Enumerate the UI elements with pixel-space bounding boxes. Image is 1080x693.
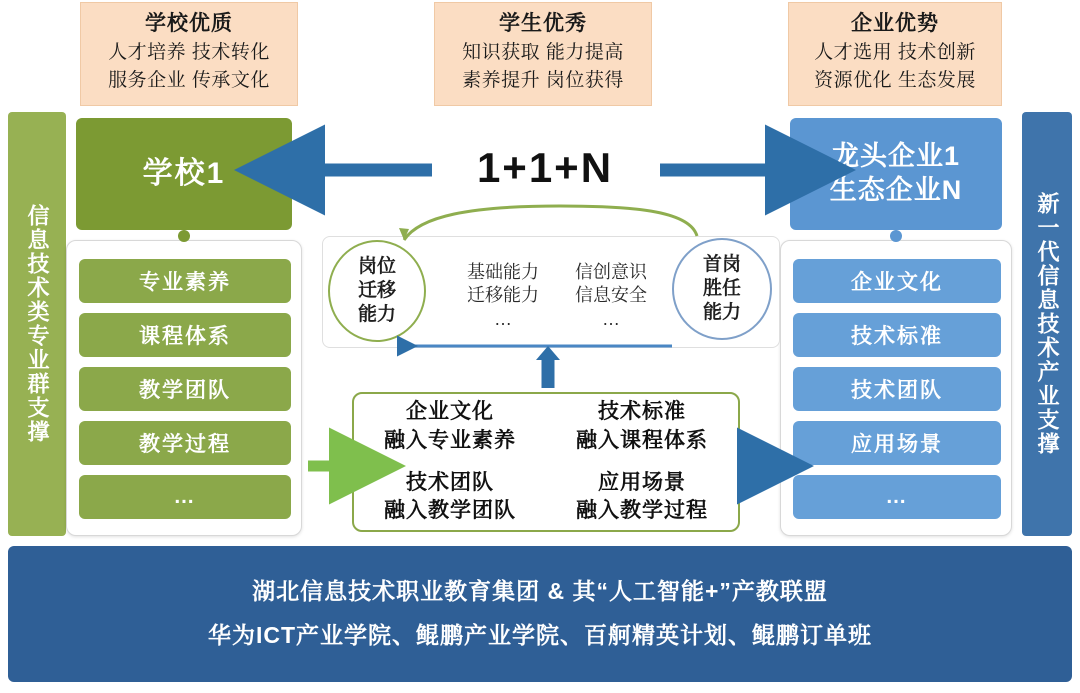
capability-security-group <box>559 261 663 331</box>
capability-right-oval: 首岗 胜任 能力 <box>672 238 772 340</box>
enterprise-item-2[interactable]: 技术团队 <box>793 367 1001 411</box>
fusion-item-2: 技术团队 融入教学团队 <box>384 471 516 523</box>
capability-basic-0: 基础能力 <box>467 262 539 282</box>
top-card-student-title: 学生优秀 <box>499 12 587 35</box>
right-support-bar: 新一代信息技术产业支撑 <box>1022 112 1072 536</box>
school-header: 学校1 <box>76 118 292 230</box>
enterprise-header <box>790 118 1002 230</box>
capability-basic-group <box>451 261 555 331</box>
banner-line-2: 华为ICT产业学院、鲲鹏产业学院、百舸精英计划、鲲鹏订单班 <box>207 622 873 648</box>
fusion-item-1: 技术标准 融入课程体系 <box>576 400 708 452</box>
school-item-0[interactable]: 专业素养 <box>79 259 291 303</box>
capability-basic-2: … <box>494 308 512 329</box>
arrow-capability-top <box>404 206 697 240</box>
banner-line-1: 湖北信息技术职业教育集团 & 其“人工智能+”产教联盟 <box>252 578 828 605</box>
capability-security-0: 信创意识 <box>575 262 647 282</box>
enterprise-item-1[interactable]: 技术标准 <box>793 313 1001 357</box>
enterprise-item-0[interactable]: 企业文化 <box>793 259 1001 303</box>
capability-security-1: 信息安全 <box>575 285 647 306</box>
bottom-banner <box>8 546 1072 682</box>
fusion-item-3: 应用场景 融入教学过程 <box>576 471 708 523</box>
top-card-enterprise-line-1: 人才选用 技术创新 <box>814 42 976 64</box>
school-item-1[interactable]: 课程体系 <box>79 313 291 357</box>
fusion-item-0: 企业文化 融入专业素养 <box>384 400 516 452</box>
top-card-student-line-2: 素养提升 岗位获得 <box>462 69 624 91</box>
top-card-school-line-1: 人才培养 技术转化 <box>108 42 270 64</box>
school-item-4[interactable]: … <box>79 475 291 519</box>
top-card-student-line-1: 知识获取 能力提高 <box>462 42 624 64</box>
arrow-fusion-up-head <box>536 346 560 360</box>
capability-basic-1: 迁移能力 <box>467 285 539 306</box>
capability-left-oval: 岗位 迁移 能力 <box>328 240 426 342</box>
top-card-school-line-2: 服务企业 传承文化 <box>108 69 270 91</box>
top-card-school <box>80 2 298 106</box>
school-item-2[interactable]: 教学团队 <box>79 367 291 411</box>
center-model-label: 1+1+N <box>476 144 614 191</box>
top-card-student <box>434 2 652 106</box>
top-card-enterprise-title: 企业优势 <box>851 12 939 35</box>
school-items-panel <box>66 240 302 536</box>
enterprise-item-3[interactable]: 应用场景 <box>793 421 1001 465</box>
left-support-bar: 信息技术类专业群支撑 <box>8 112 66 536</box>
capability-security-2: … <box>602 308 620 329</box>
enterprise-header-line-2: 生态企业N <box>829 175 963 205</box>
enterprise-header-line-1: 龙头企业1 <box>831 141 961 172</box>
enterprise-items-panel <box>780 240 1012 536</box>
top-card-school-title: 学校优质 <box>145 12 233 35</box>
top-card-enterprise <box>788 2 1002 106</box>
enterprise-item-4[interactable]: … <box>793 475 1001 519</box>
school-item-3[interactable]: 教学过程 <box>79 421 291 465</box>
fusion-box <box>352 392 740 532</box>
top-card-enterprise-line-2: 资源优化 生态发展 <box>814 69 976 91</box>
